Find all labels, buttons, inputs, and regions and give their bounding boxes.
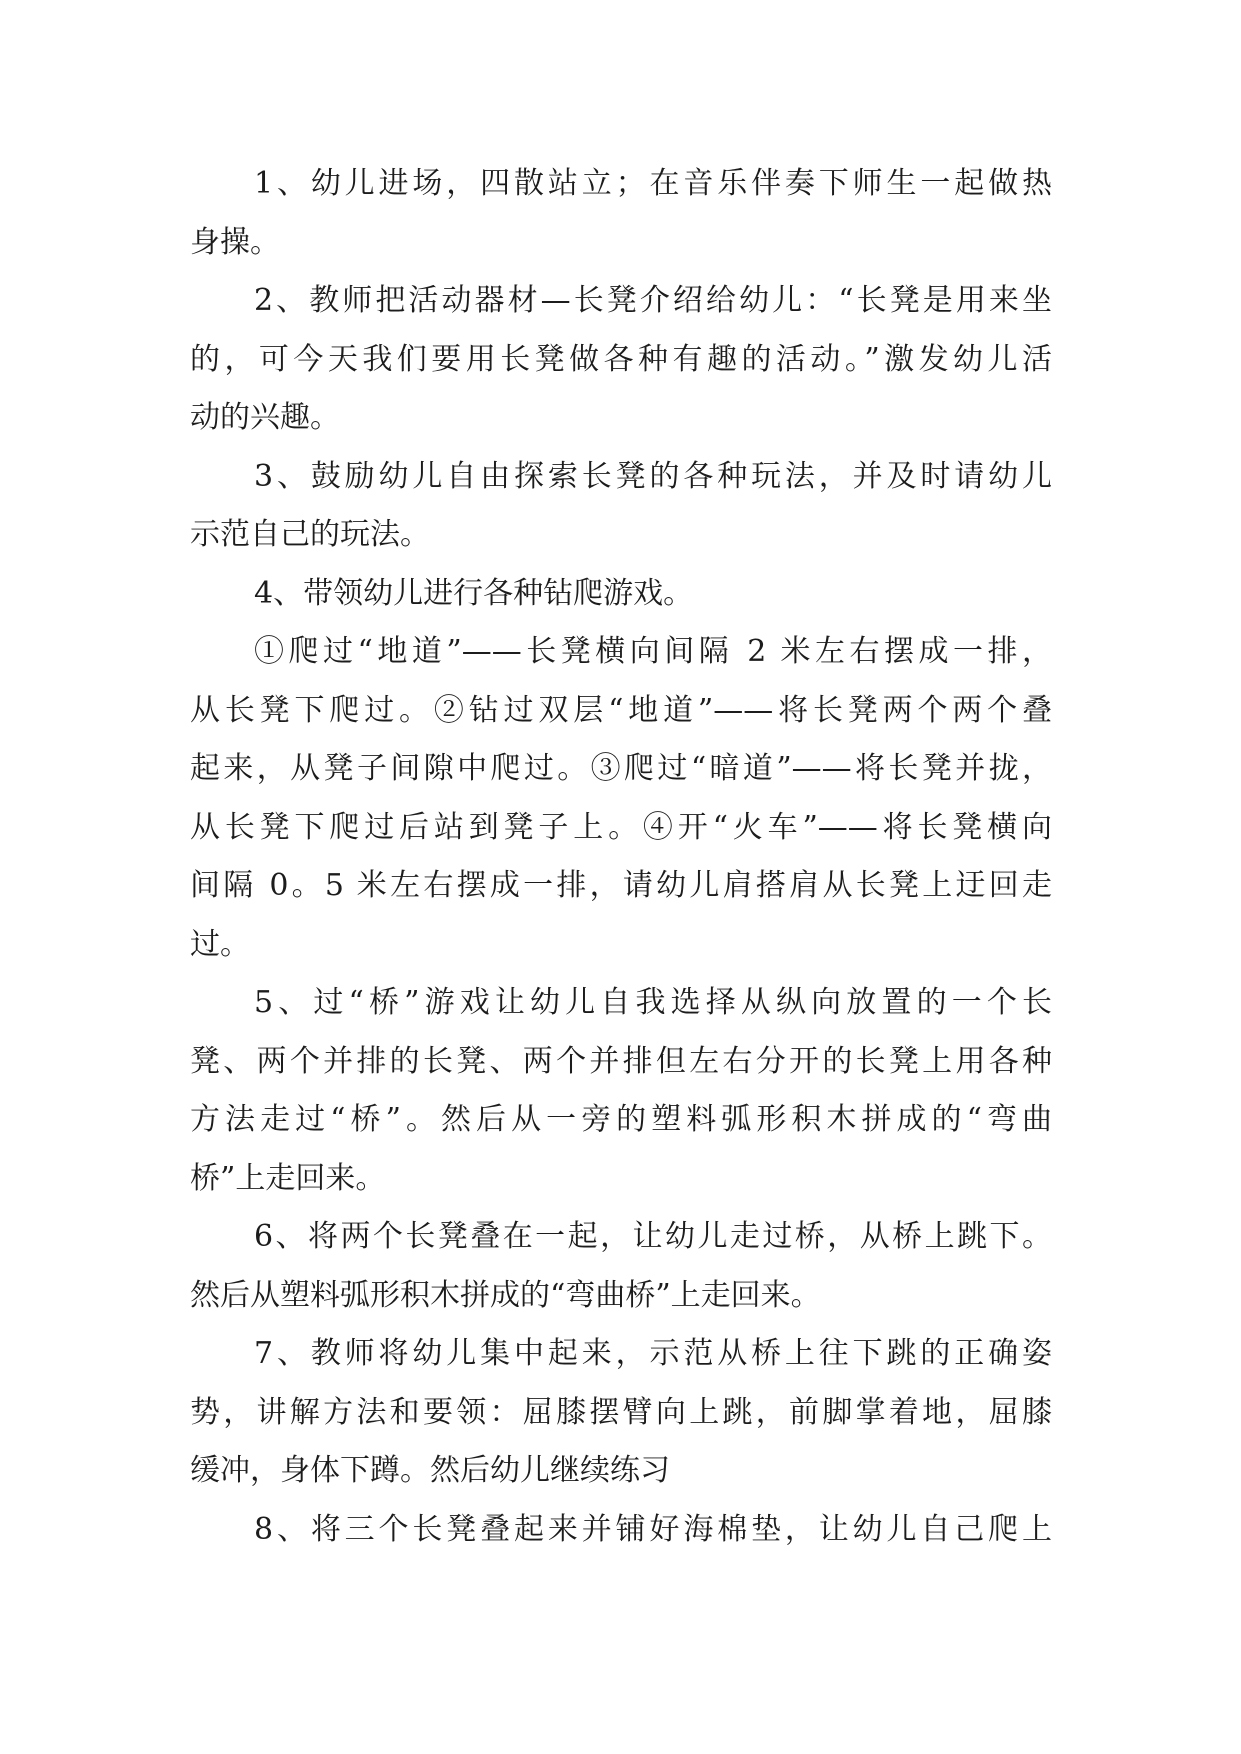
text-line: 7、教师将幼儿集中起来，示范从桥上往下跳的正确姿	[254, 1336, 1052, 1371]
text-line: 凳、两个并排的长凳、两个并排但左右分开的长凳上用各种	[190, 1043, 1052, 1079]
text-line: 起来，从凳子间隙中爬过。③爬过“暗道”——将长凳并拢，	[190, 751, 1052, 786]
text-line: 从长凳下爬过后站到凳子上。④开“火车”——将长凳横向	[190, 809, 1052, 845]
paragraph-step-6	[190, 1208, 1052, 1325]
text-line: 2、教师把活动器材—长凳介绍给幼儿：“长凳是用来坐	[254, 283, 1052, 318]
text-line: 身操。	[190, 224, 280, 260]
text-line: 动的兴趣。	[190, 400, 340, 435]
paragraph-step-5	[190, 974, 1052, 1208]
text-line: 3、鼓励幼儿自由探索长凳的各种玩法，并及时请幼儿	[254, 458, 1052, 494]
text-line: 势，讲解方法和要领：屈膝摆臂向上跳，前脚掌着地，屈膝	[190, 1394, 1052, 1430]
text-line: 1、幼儿进场，四散站立；在音乐伴奏下师生一起做热	[254, 166, 1052, 201]
text-line: 4、带领幼儿进行各种钻爬游戏。	[254, 575, 694, 611]
text-line: ①爬过“地道”——长凳横向间隔 2 米左右摆成一排，	[254, 634, 1052, 669]
text-line: 缓冲，身体下蹲。然后幼儿继续练习	[190, 1453, 670, 1488]
text-line: 间隔 0。5 米左右摆成一排，请幼儿肩搭肩从长凳上迂回走	[190, 868, 1052, 903]
paragraph-crawl-games	[190, 623, 1052, 974]
paragraph-step-2	[190, 272, 1052, 448]
document-body	[190, 155, 1052, 1559]
text-line: 方法走过“桥”。然后从一旁的塑料弧形积木拼成的“弯曲	[190, 1102, 1052, 1137]
text-line: 6、将两个长凳叠在一起，让幼儿走过桥，从桥上跳下。	[254, 1219, 1052, 1254]
text-line: 5、过“桥”游戏让幼儿自我选择从纵向放置的一个长	[254, 985, 1052, 1020]
paragraph-step-8	[190, 1501, 1052, 1560]
paragraph-step-3	[190, 448, 1052, 565]
paragraph-step-7	[190, 1325, 1052, 1501]
text-line: 然后从塑料弧形积木拼成的“弯曲桥”上走回来。	[190, 1277, 821, 1313]
text-line: 过。	[190, 926, 250, 962]
paragraph-step-4	[190, 565, 1052, 624]
text-line: 从长凳下爬过。②钻过双层“地道”——将长凳两个两个叠	[190, 692, 1052, 728]
paragraph-step-1	[190, 155, 1052, 272]
text-line: 的，可今天我们要用长凳做各种有趣的活动。”激发幼儿活	[190, 341, 1052, 377]
text-line: 8、将三个长凳叠起来并铺好海棉垫，让幼儿自己爬上	[254, 1511, 1052, 1547]
text-line: 示范自己的玩法。	[190, 517, 430, 552]
text-line: 桥”上走回来。	[190, 1160, 386, 1196]
